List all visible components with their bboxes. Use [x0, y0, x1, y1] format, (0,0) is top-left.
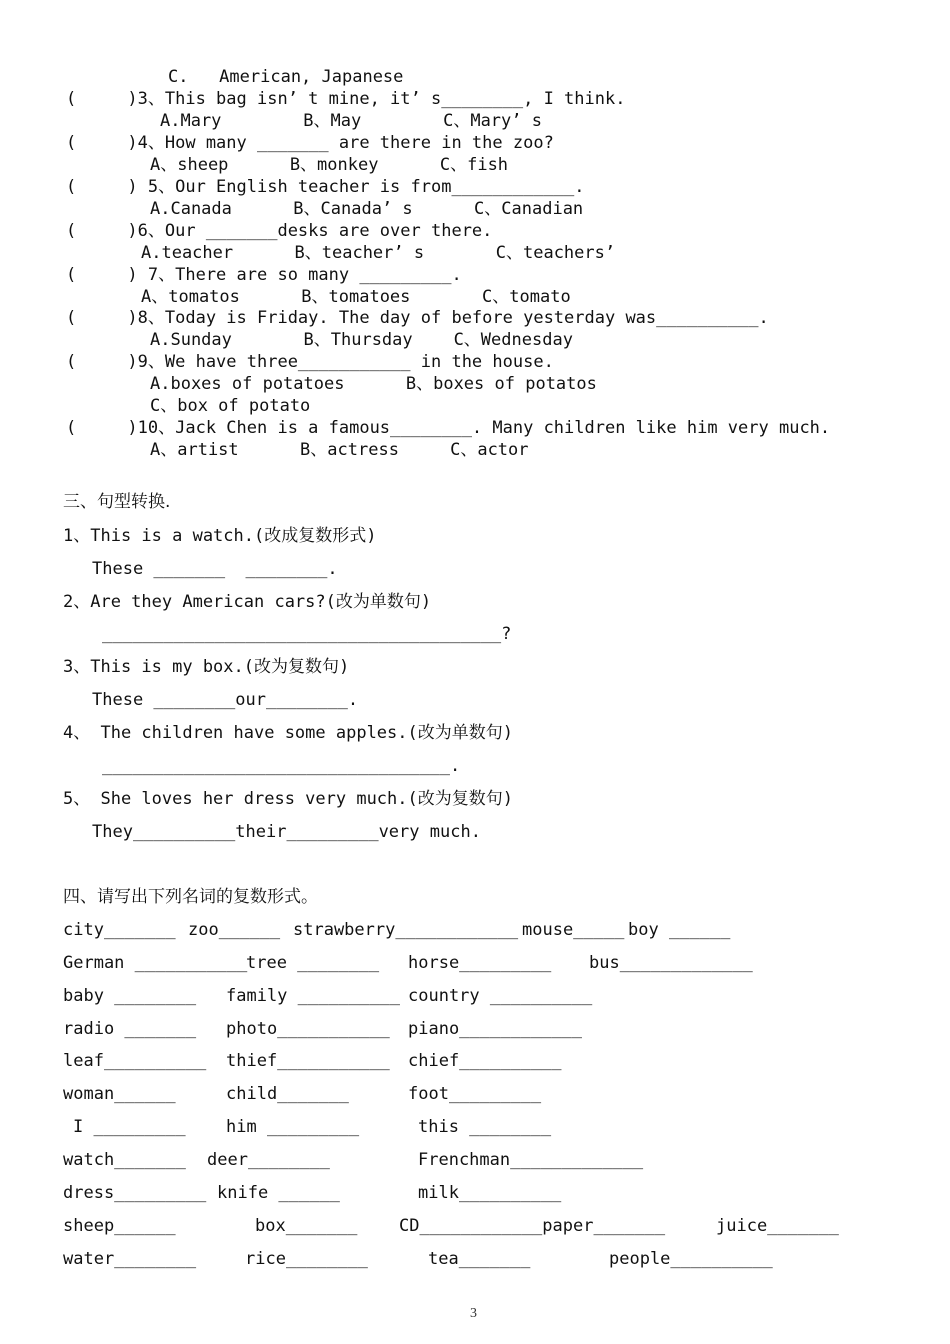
mc-q9-option-c: C、box of potato: [150, 396, 311, 416]
plural-item: piano____________: [408, 1019, 582, 1039]
plural-item: tea_______: [428, 1249, 531, 1269]
mc-q8-stem: ( )8、Today is Friday. The day of before yesterday was__________.: [66, 308, 769, 328]
s3-q3-answer: These ________our________.: [92, 690, 359, 710]
mc-q6-stem: ( )6、Our _______desks are over there.: [66, 221, 493, 241]
plural-item: boy ______: [628, 920, 731, 940]
plural-item: tree ________: [246, 953, 380, 973]
plural-item: CD____________paper_______: [399, 1216, 666, 1236]
plural-item: juice_______: [716, 1216, 839, 1236]
plural-item: bus_____________: [589, 953, 753, 973]
s3-q4: 4、 The children have some apples.(改为单数句): [63, 723, 513, 743]
mc-q10-options: A、artist B、actress C、actor: [150, 440, 529, 460]
section3-title: 三、句型转换.: [63, 492, 171, 512]
plural-item: sheep______: [63, 1216, 176, 1236]
plural-item: rice________: [245, 1249, 368, 1269]
mc-q9-options: A.boxes of potatoes B、boxes of potatos: [150, 374, 597, 394]
plural-item: deer________: [207, 1150, 330, 1170]
plural-item: radio _______: [63, 1019, 197, 1039]
mc-q5-options: A.Canada B、Canada’ s C、Canadian: [150, 199, 584, 219]
mc-q8-options: A.Sunday B、Thursday C、Wednesday: [150, 330, 573, 350]
plural-item: country __________: [408, 986, 593, 1006]
mc-q7-stem: ( ) 7、There are so many _________.: [66, 265, 462, 285]
mc-q4-stem: ( )4、How many _______ are there in the zoo?: [66, 133, 554, 153]
mc-q3-stem: ( )3、This bag isn’ t mine, it’ s________, I think.: [66, 89, 626, 109]
s3-q2-answer: _______________________________________?: [102, 624, 512, 644]
s3-q1: 1、This is a watch.(改成复数形式): [63, 526, 377, 546]
plural-item: foot_________: [408, 1084, 542, 1104]
plural-item: German ___________: [63, 953, 248, 973]
section4-title: 四、请写出下列名词的复数形式。: [63, 887, 318, 907]
s3-q1-answer: These _______ ________.: [92, 559, 338, 579]
plural-item: thief___________: [226, 1051, 390, 1071]
mc-q6-options: A.teacher B、teacher’ s C、teachers’: [141, 243, 616, 263]
s3-q5: 5、 She loves her dress very much.(改为复数句): [63, 789, 513, 809]
plural-item: city_______: [63, 920, 176, 940]
plural-item: chief__________: [408, 1051, 562, 1071]
mc-q3-options: A.Mary B、May C、Mary’ s: [160, 111, 542, 131]
plural-item: water________: [63, 1249, 197, 1269]
mc-q9-stem: ( )9、We have three___________ in the house.: [66, 352, 554, 372]
mc-q10-stem: ( )10、Jack Chen is a famous________. Many children like him very much.: [66, 418, 831, 438]
plural-item: photo___________: [226, 1019, 390, 1039]
plural-item: box_______: [255, 1216, 358, 1236]
plural-item: people__________: [609, 1249, 773, 1269]
plural-item: woman______: [63, 1084, 176, 1104]
plural-item: him _________: [226, 1117, 360, 1137]
mc-q2-option-c: C. American, Japanese: [168, 67, 404, 87]
plural-item: strawberry____________: [293, 920, 519, 940]
plural-item: child_______: [226, 1084, 349, 1104]
plural-item: milk__________: [418, 1183, 562, 1203]
plural-item: leaf__________: [63, 1051, 207, 1071]
s3-q3: 3、This is my box.(改为复数句): [63, 657, 350, 677]
mc-q4-options: A、sheep B、monkey C、fish: [150, 155, 509, 175]
s3-q2: 2、Are they American cars?(改为单数句): [63, 592, 432, 612]
plural-item: mouse_____: [522, 920, 625, 940]
mc-q5-stem: ( ) 5、Our English teacher is from____________.: [66, 177, 585, 197]
plural-item: Frenchman_____________: [418, 1150, 644, 1170]
plural-item: I _________: [73, 1117, 186, 1137]
plural-item: family __________: [226, 986, 400, 1006]
plural-item: this ________: [418, 1117, 552, 1137]
plural-item: watch_______: [63, 1150, 186, 1170]
plural-item: dress_________: [63, 1183, 207, 1203]
mc-q7-options: A、tomatos B、tomatoes C、tomato: [141, 287, 571, 307]
page-number: 3: [470, 1306, 477, 1321]
plural-item: knife ______: [217, 1183, 340, 1203]
plural-item: horse_________: [408, 953, 552, 973]
s3-q4-answer: __________________________________.: [102, 756, 461, 776]
plural-item: zoo______: [188, 920, 281, 940]
plural-item: baby ________: [63, 986, 197, 1006]
s3-q5-answer: They__________their_________very much.: [92, 822, 481, 842]
